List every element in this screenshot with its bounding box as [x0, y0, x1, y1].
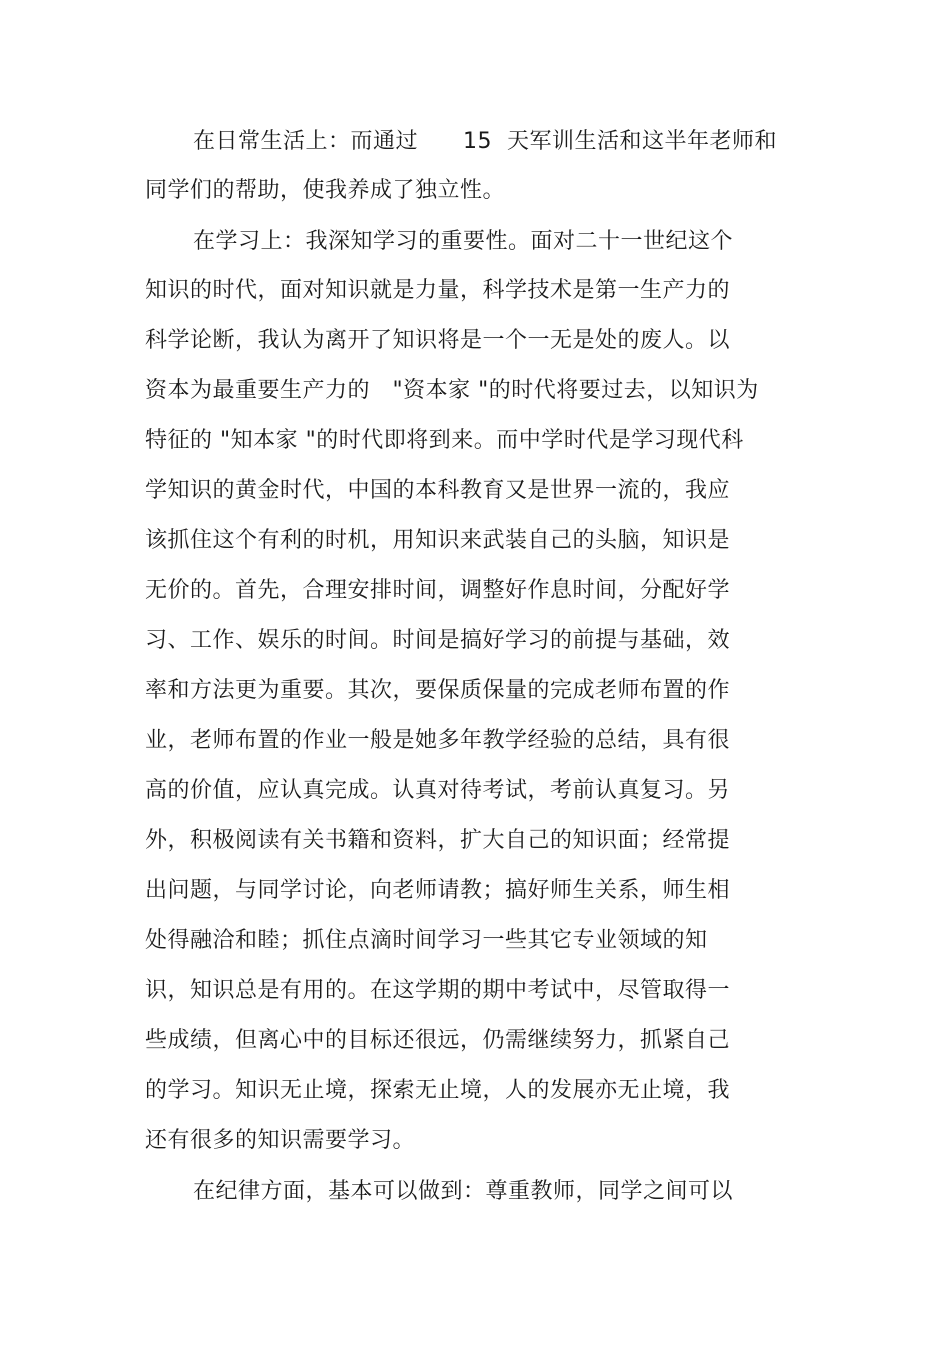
paragraph-study-line-14: 出问题，与同学讨论，向老师请教；搞好师生关系，师生相	[145, 878, 731, 903]
paragraph-study-line-17: 些成绩，但离心中的目标还很远，仍需继续努力，抓紧自己	[145, 1028, 731, 1053]
paragraph-daily-life-line-2: 同学们的帮助，使我养成了独立性。	[145, 178, 506, 203]
paragraph-study-line-15: 处得融洽和睦；抓住点滴时间学习一些其它专业领域的知	[145, 928, 708, 953]
paragraph-study-line-3: 科学论断，我认为离开了知识将是一个一无是处的废人。以	[145, 328, 731, 353]
paragraph-study-line-6: 学知识的黄金时代，中国的本科教育又是世界一流的，我应	[145, 478, 731, 503]
paragraph-study-line-18: 的学习。知识无止境，探索无止境，人的发展亦无止境，我	[145, 1078, 731, 1103]
paragraph-study-line-2: 知识的时代，面对知识就是力量，科学技术是第一生产力的	[145, 278, 731, 303]
paragraph-discipline-line-1: 在纪律方面，基本可以做到：尊重教师，同学之间可以	[193, 1179, 734, 1204]
paragraph-study-line-12: 高的价值，应认真完成。认真对待考试，考前认真复习。另	[145, 778, 731, 803]
paragraph-study-line-4: 资本为最重要生产力的 "资本家 "的时代将要过去，以知识为	[145, 378, 759, 403]
paragraph-study-line-16: 识，知识总是有用的。在这学期的期中考试中，尽管取得一	[145, 978, 731, 1003]
paragraph-study-line-10: 率和方法更为重要。其次，要保质保量的完成老师布置的作	[145, 678, 731, 703]
paragraph-daily-life-line-1: 在日常生活上：而通过 15 天军训生活和这半年老师和	[193, 129, 777, 154]
paragraph-study-line-13: 外，积极阅读有关书籍和资料，扩大自己的知识面；经常提	[145, 828, 731, 853]
paragraph-study-line-9: 习、工作、娱乐的时间。时间是搞好学习的前提与基础，效	[145, 628, 731, 653]
paragraph-study-line-11: 业，老师布置的作业一般是她多年教学经验的总结，具有很	[145, 728, 731, 753]
paragraph-study-line-19: 还有很多的知识需要学习。	[145, 1128, 416, 1153]
paragraph-study-line-7: 该抓住这个有利的时机，用知识来武装自己的头脑，知识是	[145, 528, 731, 553]
paragraph-study-line-8: 无价的。首先，合理安排时间，调整好作息时间，分配好学	[145, 578, 731, 603]
paragraph-study-line-1: 在学习上：我深知学习的重要性。面对二十一世纪这个	[193, 229, 734, 254]
paragraph-study-line-5: 特征的 "知本家 "的时代即将到来。而中学时代是学习现代科	[145, 428, 744, 453]
